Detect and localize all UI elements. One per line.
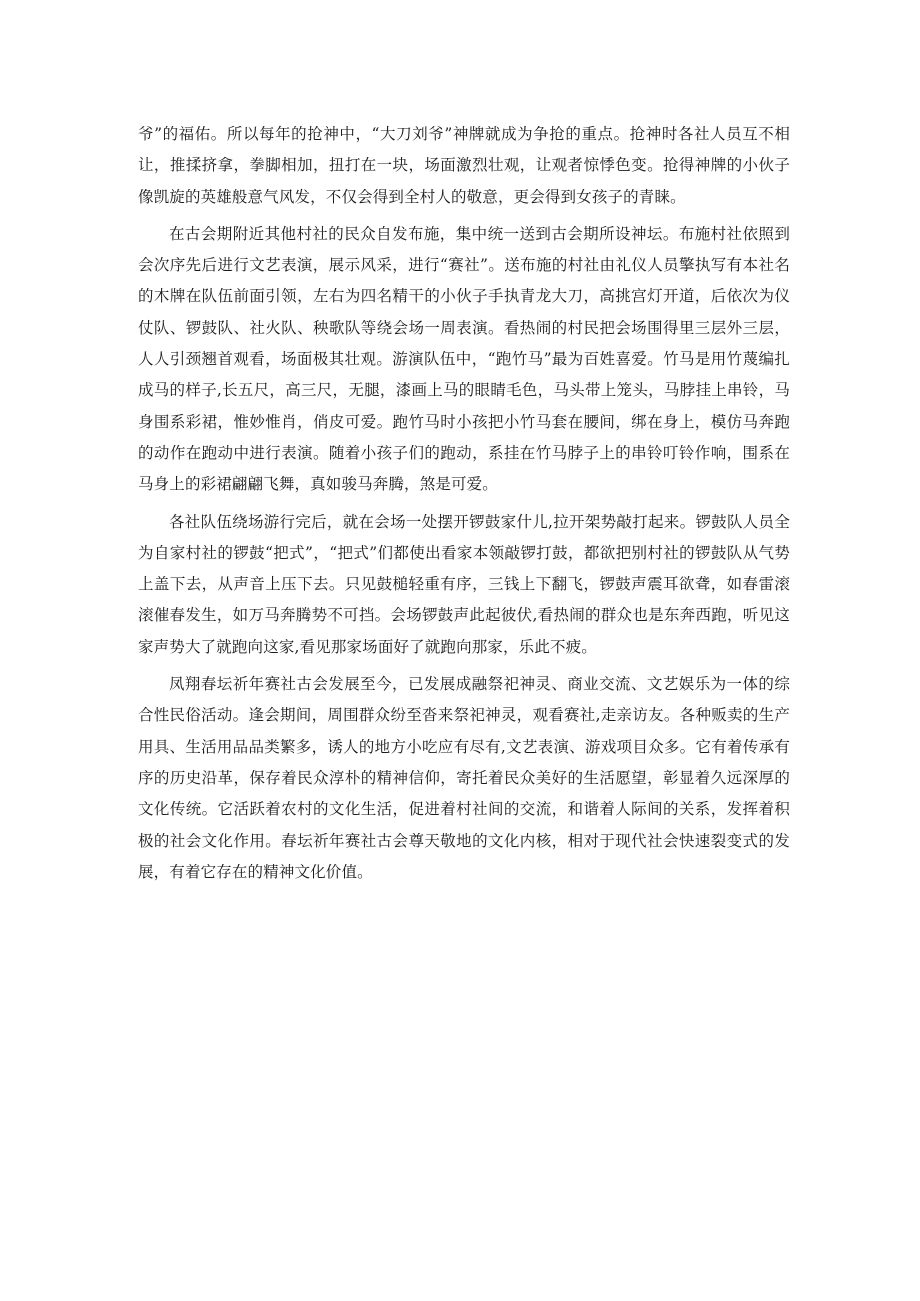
paragraph-3: 各社队伍绕场游行完后，就在会场一处摆开锣鼓家什儿,拉开架势敲打起来。锣鼓队人员全为自家村社的锣鼓“把式”，“把式”们都使出看家本领敲锣打鼓，都欲把别村社的锣鼓队从气势上盖下去，从声音上压下去。只见鼓槌轻重有序，三钱上下翻飞，锣鼓声震耳欲聋，如春雷滚滚催春发生，如万马奔腾势不可挡。会场锣鼓声此起彼伏,看热闹的群众也是东奔西跑，听见这家声势大了就跑向这家,看见那家场面好了就跑向那家，乐此不疲。 bbox=[138, 512, 790, 656]
paragraph-2: 在古会期附近其他村社的民众自发布施，集中统一送到古会期所设神坛。布施村社依照到会次序先后进行文艺表演，展示风采，进行“赛社”。送布施的村社由礼仪人员擎执写有本社名的木牌在队伍前面引领，左右为四名精干的小伙子手执青龙大刀，高挑宫灯开道，后依次为仪仗队、锣鼓队、社火队、秧歌队等绕会场一周表演。看热闹的村民把会场围得里三层外三层，人人引颈翘首观看，场面极其壮观。游演队伍中，“跑竹马”最为百姓喜爱。竹马是用竹蔑编扎成马的样子,长五尺，高三尺，无腿，漆画上马的眼睛毛色，马头带上笼头，马脖挂上串铃，马身围系彩裙，惟妙惟肖，俏皮可爱。跑竹马时小孩把小竹马套在腰间，绑在身上，模仿马奔跑的动作在跑动中进行表演。随着小孩子们的跑动，系挂在竹马脖子上的串铃叮铃作响，围系在马身上的彩裙翩翩飞舞，真如骏马奔腾，煞是可爱。 bbox=[138, 224, 790, 494]
body-text bbox=[138, 119, 790, 888]
paragraph-1: 爷”的福佑。所以每年的抢神中，“大刀刘爷”神牌就成为争抢的重点。抢神时各社人员互不相让，推揉挤拿，拳脚相加，扭打在一块，场面激烈壮观，让观者惊悸色变。抢得神牌的小伙子像凯旋的英雄般意气风发，不仅会得到全村人的敬意，更会得到女孩子的青睐。 bbox=[138, 125, 790, 206]
paragraph-4: 凤翔春坛祈年赛社古会发展至今，已发展成融祭祀神灵、商业交流、文艺娱乐为一体的综合性民俗活动。逢会期间，周围群众纷至沓来祭祀神灵，观看赛社,走亲访友。各种贩卖的生产用具、生活用品品类繁多，诱人的地方小吃应有尽有,文艺表演、游戏项目众多。它有着传承有序的历史沿革，保存着民众淳朴的精神信仰，寄托着民众美好的生活愿望，彰显着久远深厚的文化传统。它活跃着农村的文化生活，促进着村社间的交流，和谐着人际间的关系，发挥着积极的社会文化作用。春坛祈年赛社古会尊天敬地的文化内核，相对于现代社会快速裂变式的发展，有着它存在的精神文化价值。 bbox=[138, 675, 790, 881]
